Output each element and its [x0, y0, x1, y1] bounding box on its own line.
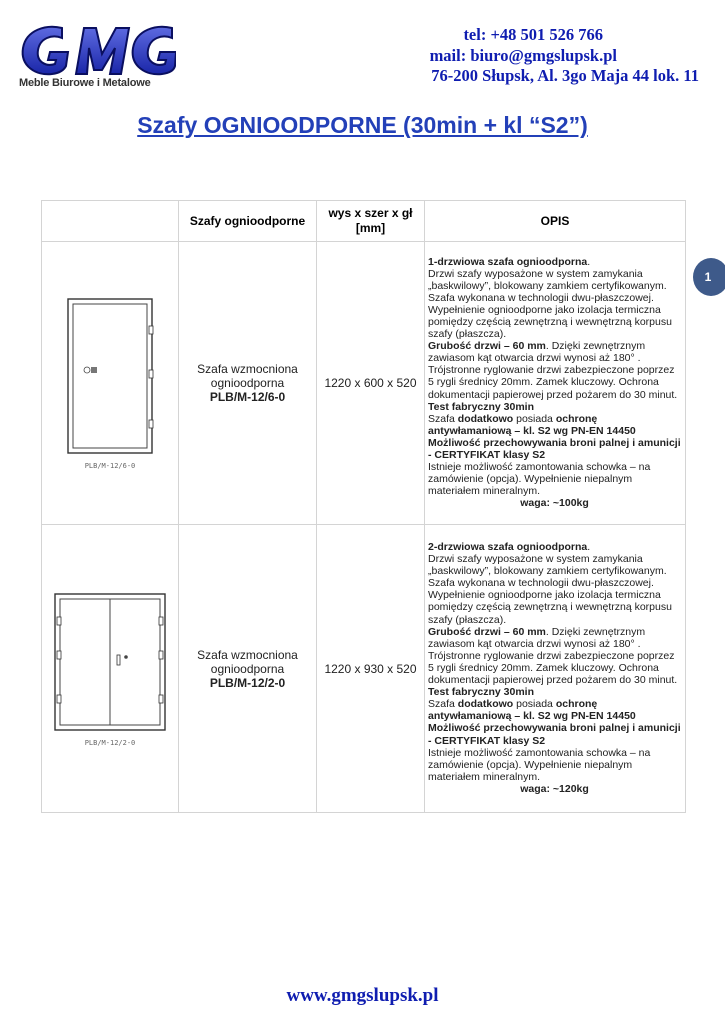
desc-p3b: posiada — [513, 412, 556, 425]
desc-extra: dodatkowo — [457, 698, 514, 711]
product-image-label: PLB/M-12/6-0 — [84, 462, 136, 470]
contact-block — [429, 25, 699, 87]
product-dimensions: 1220 x 930 x 520 — [317, 525, 425, 813]
desc-paragraph-4: Istnieje możliwość zamontowania schowka – na zamówienie (opcja). Wypełnienie niepalnym materiałem mineralnym. — [428, 461, 651, 498]
table-row — [42, 242, 686, 525]
product-description — [425, 242, 686, 525]
header-dimensions — [317, 201, 425, 242]
desc-test: Test fabryczny 30min — [428, 686, 535, 699]
contact-address: 76-200 Słupsk, Al. 3go Maja 44 lok. 11 — [431, 66, 699, 85]
desc-lead-end: . — [587, 255, 591, 268]
desc-p3b: posiada — [513, 698, 556, 711]
desc-paragraph-1: Drzwi szafy wyposażone w system zamykania „baskwilowy”, blokowany zamkiem certyfikowanym. Szafa wykonana w technologii dwu-płaszczowej. Wypełnienie ognioodporne jako izolacja termiczna pomiędzy częścią zewnętrzną i wewnętrzną korpusu szafy (płaszcza). — [428, 553, 672, 626]
product-name-cell — [179, 525, 317, 813]
products-table — [41, 200, 686, 813]
product-image-label: PLB/M-12/2-0 — [84, 738, 136, 747]
logo-subtitle: Meble Biurowe i Metalowe — [19, 77, 151, 89]
product-dimensions: 1220 x 600 x 520 — [317, 242, 425, 525]
desc-protection: ochronę antywłamaniową – kl. S2 wg PN-EN 14450 — [428, 412, 636, 437]
header-image — [42, 201, 179, 242]
safe-double-door-icon — [52, 591, 168, 733]
table-header-row — [42, 201, 686, 242]
product-name-cell — [179, 242, 317, 525]
contact-email[interactable]: mail: biuro@gmgslupsk.pl — [429, 45, 617, 65]
desc-paragraph-1: Drzwi szafy wyposażone w system zamykania „baskwilowy”, blokowany zamkiem certyfikowanym. Szafa wykonana w technologii dwu-płaszczowej. Wypełnienie ognioodporne jako izolacja termiczna pomiędzy częścią zewnętrzną i wewnętrzną korpusu szafy (płaszcza). — [428, 267, 672, 341]
footer-website[interactable]: www.gmgslupsk.pl — [286, 985, 439, 1006]
desc-p3a: Szafa — [428, 412, 458, 425]
product-code: PLB/M-12/6-0 — [209, 390, 286, 404]
header-dimensions-label: wys x szer x gł [mm] — [328, 206, 413, 235]
desc-door-thickness: Grubość drzwi – 60 mm — [428, 340, 546, 353]
desc-protection: ochronę antywłamaniową – kl. S2 wg PN-EN 14450 — [428, 698, 636, 723]
desc-weapons: Możliwość przechowywania broni palnej i amunicji - CERTYFIKAT klasy S2 — [428, 722, 681, 747]
desc-p3a: Szafa — [428, 698, 458, 711]
desc-test: Test fabryczny 30min — [428, 400, 535, 413]
product-name: Szafa wzmocniona ognioodporna — [197, 362, 298, 390]
desc-door-thickness: Grubość drzwi – 60 mm — [428, 625, 546, 638]
product-image-cell — [42, 242, 179, 525]
desc-extra: dodatkowo — [457, 412, 514, 425]
table-row — [42, 525, 686, 813]
product-name: Szafa wzmocniona ognioodporna — [197, 647, 298, 676]
header-name: Szafy ognioodporne — [179, 201, 317, 242]
desc-weight: waga: ~100kg — [520, 497, 589, 510]
desc-weapons: Możliwość przechowywania broni palnej i amunicji - CERTYFIKAT klasy S2 — [428, 436, 681, 462]
desc-paragraph-2: . Dzięki zewnętrznym zawiasom kąt otwarcia drzwi wynosi aż 180° . Trójstronne ryglowanie drzwi zabezpieczone poprzez 5 rygli średnicy 20mm. Zamek kluczowy. Ochrona dokumentacji papierowej przed pożarem do 30 minut. — [428, 340, 678, 401]
desc-lead: 2-drzwiowa szafa ognioodporna — [428, 541, 588, 554]
page-title: Szafy OGNIOODPORNE (30min + kl “S2”) — [137, 112, 588, 138]
desc-lead: 1-drzwiowa szafa ognioodporna — [428, 255, 588, 268]
header-description: OPIS — [425, 201, 686, 242]
desc-paragraph-2: . Dzięki zewnętrznym zawiasom kąt otwarcia drzwi wynosi aż 180° . Trójstronne ryglowanie drzwi zabezpieczone poprzez 5 rygli średnicy 20mm. Zamek kluczowy. Ochrona dokumentacji papierowej przed pożarem do 30 minut. — [428, 625, 678, 687]
contact-phone[interactable]: tel: +48 501 526 766 — [463, 25, 603, 44]
product-code: PLB/M-12/2-0 — [209, 675, 286, 690]
product-image-cell — [42, 525, 179, 813]
product-description — [425, 525, 686, 813]
desc-lead-end: . — [587, 541, 591, 554]
page-number-badge: 1 — [693, 258, 725, 296]
safe-single-door-icon — [65, 296, 155, 456]
desc-paragraph-4: Istnieje możliwość zamontowania schowka – na zamówienie (opcja). Wypełnienie niepalnym materiałem mineralnym. — [428, 746, 651, 783]
desc-weight: waga: ~120kg — [520, 782, 589, 795]
